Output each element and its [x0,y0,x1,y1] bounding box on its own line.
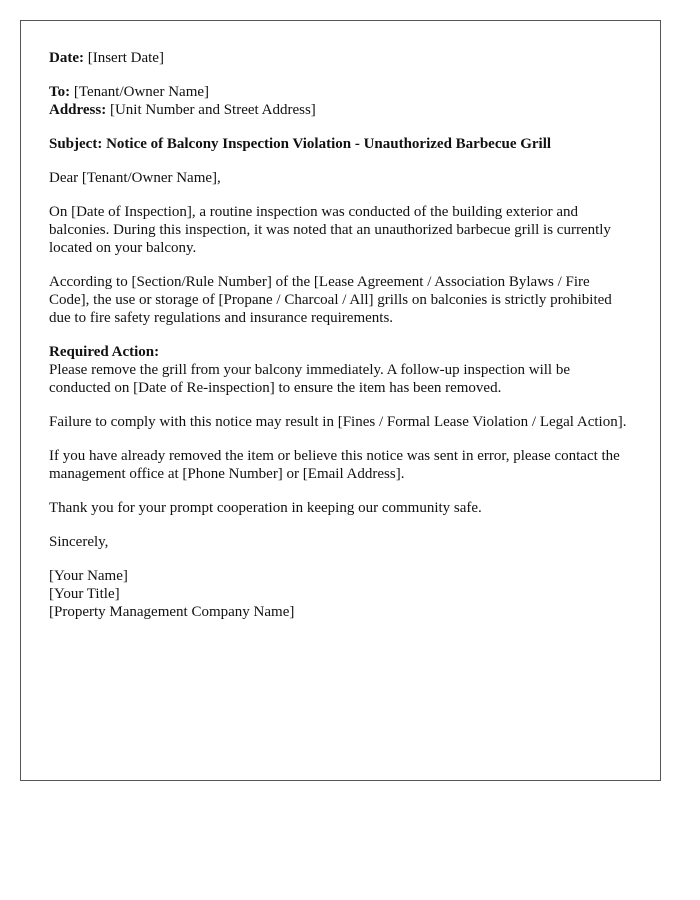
address-value: [Unit Number and Street Address] [106,102,316,118]
required-action-label: Required Action: [49,344,160,360]
subject-line: Subject: Notice of Balcony Inspection Violation - Unauthorized Barbecue Grill [49,136,552,152]
to-value: [Tenant/Owner Name] [70,84,210,100]
signature-title: [Your Title] [49,586,120,602]
letter-page [20,20,661,781]
paragraph-contact: If you have already removed the item or believe this notice was sent in error, please contact the management office at [Phone Number] or [Email Address]. [49,448,620,482]
recipient-block [49,83,632,119]
address-label: Address: [49,102,107,118]
paragraph-failure: Failure to comply with this notice may result in [Fines / Formal Lease Violation / Legal Action]. [49,414,627,430]
paragraph-rule: According to [Section/Rule Number] of the [Lease Agreement / Association Bylaws / Fire Code], the use or storage of [Propane / Charcoal / All] grills on balconies is strictly prohibited due to fire safety regulations and insurance requirements. [49,274,612,326]
date-label: Date: [49,50,84,66]
date-value: [Insert Date] [83,50,164,66]
salutation: Dear [Tenant/Owner Name], [49,170,221,186]
signature-company: [Property Management Company Name] [49,604,295,620]
required-action-block [49,343,632,397]
required-action-text: Please remove the grill from your balcony immediately. A follow-up inspection will be conducted on [Date of Re-inspection] to ensure the item has been removed. [49,362,570,396]
signature-block [49,567,632,621]
paragraph-inspection: On [Date of Inspection], a routine inspection was conducted of the building exterior and balconies. During this inspection, it was noted that an unauthorized barbecue grill is currently located on your balcony. [49,204,611,256]
to-label: To: [49,84,71,100]
date-line [49,49,632,67]
signature-name: [Your Name] [49,568,128,584]
paragraph-thanks: Thank you for your prompt cooperation in keeping our community safe. [49,500,482,516]
closing: Sincerely, [49,534,109,550]
